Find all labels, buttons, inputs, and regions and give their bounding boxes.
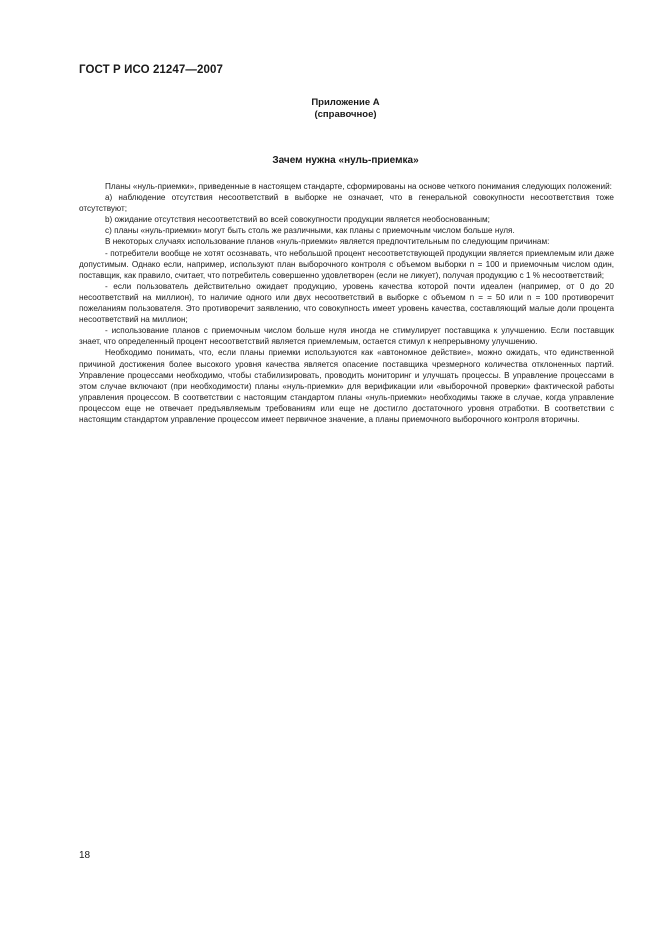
section-title: Зачем нужна «нуль-приемка» [272,155,419,166]
appendix-label: Приложение А [311,97,380,108]
paragraph: с) планы «нуль-приемки» могут быть столь же различными, как планы с приемочным числом больше нуля. [105,226,515,236]
paragraph: Необходимо понимать, что, если планы приемки используются как «автономное действие», можно ожидать, что единственной причиной достижения более высокого уровня качества является опасение поставщика чрезмерного количества отклоненных партий. Управление процессами необходимо, чтобы стабилизировать, проводить мониторинг и улучшать процессы. В управление процессами в этом случае включают (при необходимости) планы «нуль-приемки» для верификации или «выборочной проверки» фактической работы управления процессом. В соответствии с настоящим стандартом планы «нуль-приемки» необходимы также в случае, когда управление процессом еще не отвечает предъявляемым требованиям или еще не достигло достаточного уровня отработки. В соответствии с настоящим стандартом управление процессом имеет первичное значение, а планы приемочного выборочного контроля вторичны. [79,348,614,424]
paragraph: В некоторых случаях использование планов «нуль-приемки» является предпочтительным по следующим причинам: [105,237,550,247]
paragraph: Планы «нуль-приемки», приведенные в настоящем стандарте, сформированы на основе четкого понимания следующих положений: [105,182,612,191]
appendix-note: (справочное) [314,109,377,120]
appendix-heading [0,97,661,121]
paragraph: а) наблюдение отсутствия несоответствий в выборке не означает, что в генеральной совокупности несоответствия тоже отсутствуют; [79,193,614,214]
page-number: 18 [79,850,91,861]
document-header: ГОСТ Р ИСО 21247—2007 [79,64,224,76]
paragraph: - если пользователь действительно ожидает продукцию, уровень качества которой почти идеален (например, от 0 до 20 несоответствий на миллион), то наличие одного или двух несоответствий в выборке с объемом n = = 50 или n = 100 противоречит пожеланиям пользователя. Это противоречит заявлению, что совокупность имеет уровень качества, составляющий малые доли процента несоответствий на миллион; [79,281,614,325]
paragraph: - потребители вообще не хотят осознавать, что небольшой процент несоответствующей продукции является приемлемым или даже допустимым. Однако если, например, используют план выборочного контроля с объемом выборки n = 100 и приемочным числом один, поставщик, как правило, считает, что потребитель совершенно удовлетворен (если не ликует), получая продукцию с 1 % несоответствий; [79,248,614,280]
paragraph: - использование планов с приемочным числом больше нуля иногда не стимулирует поставщика к улучшению. Если поставщик знает, что определенный процент несоответствий является приемлемым, остается стимул к непрерывному улучшению. [79,326,614,347]
body-text [79,181,614,425]
paragraph: b) ожидание отсутствия несоответствий во всей совокупности продукции является необоснованным; [105,215,490,225]
